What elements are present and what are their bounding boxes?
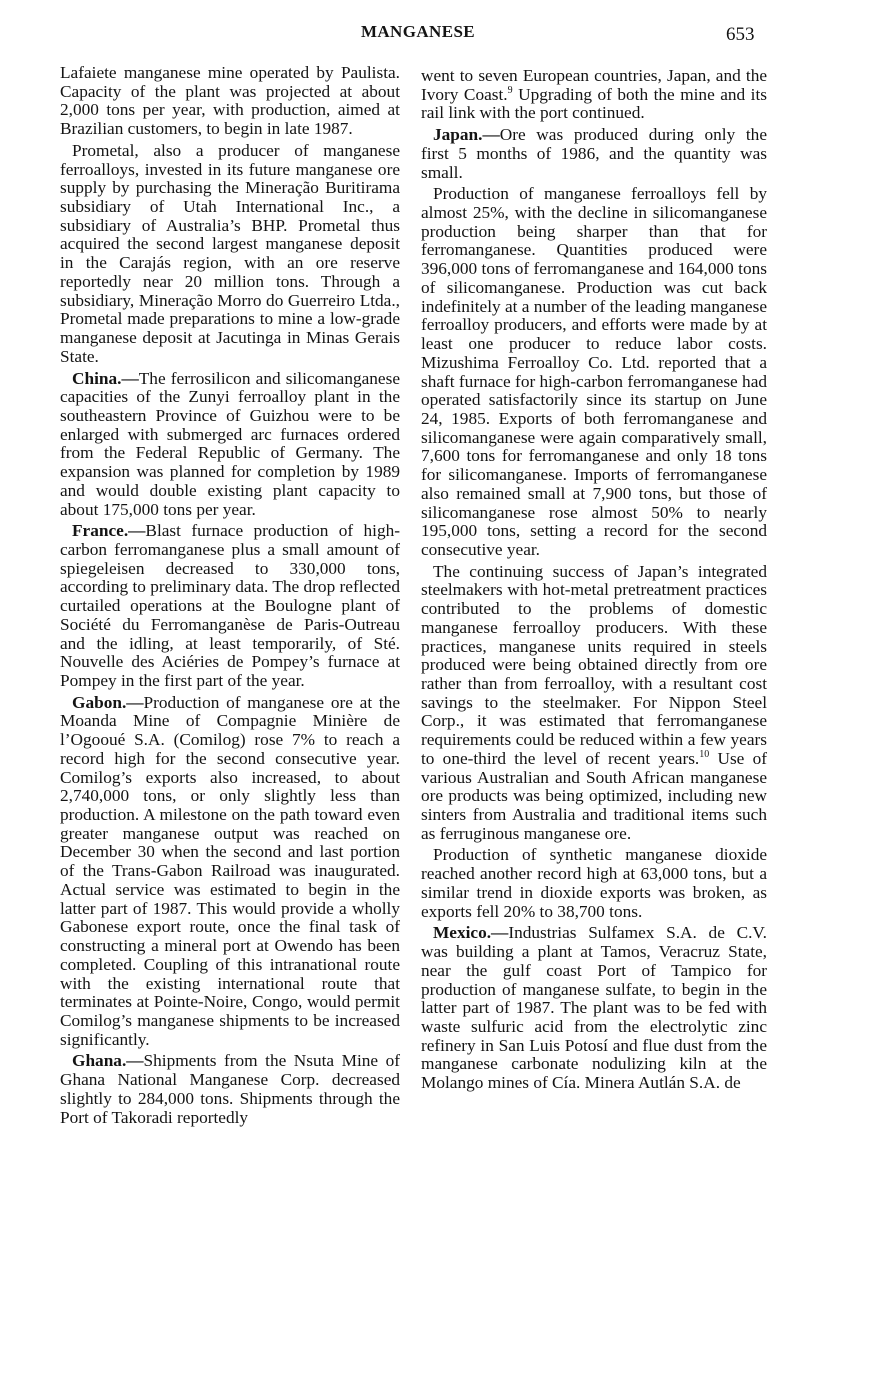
paragraph (60, 64, 400, 139)
paragraph-text: Production of manganese ore at the Moanda Mine of Compagnie Minière de l’Ogooué S.A. (Comilog) rose 7% to reach a record high for the second consecutive year. Comilog’s exports also increased, to about 2,740,000 tons, or only slightly less than production. A milestone on the path toward even greater manganese output was reached on December 30 when the second and last portion of the Trans-Gabon Railroad was inaugurated. Actual service was estimated to begin in the latter part of 1987. This would provide a wholly Gabonese export route, once the final task of constructing a mineral port at Owendo has been completed. Coupling of this intranational route with the existing international route that terminates at Pointe-Noire, Congo, would permit Comilog’s manganese shipments to be increased significantly. (60, 692, 400, 1049)
paragraph-text: The continuing success of Japan’s integrated steelmakers with hot-metal pretreatment practices contributed to the problems of domestic manganese ferroalloy producers. With these practices, manganese units required in steels produced were being obtained directly from ore rather than from ferroalloy, with a resultant cost savings to the steelmaker. For Nippon Steel Corp., it was estimated that ferromanganese requirements could be reduced within a few years to one-third the level of recent years. (421, 561, 767, 768)
paragraph (421, 846, 767, 921)
paragraph (421, 67, 767, 123)
paragraph-text: Lafaiete manganese mine operated by Paulista. Capacity of the plant was projected at about 2,000 tons per year, with production, aimed at Brazilian customers, to begin in late 1987. (60, 63, 400, 139)
paragraph-text: Blast furnace production of high-carbon ferromanganese plus a small amount of spiegeleisen decreased to 330,000 tons, according to preliminary data. The drop reflected curtailed operations at the Boulogne plant of Société du Ferromanganèse de Paris-Outreau and the idling, at least temporarily, of Sté. Nouvelle des Aciéries de Pompey’s furnace at Pompey in the first part of the year. (60, 521, 400, 690)
paragraph-text: Ore was produced during only the first 5 months of 1986, and the quantity was small. (421, 125, 767, 182)
paragraph (421, 185, 767, 559)
footnote-reference: 9 (507, 84, 513, 96)
paragraph-text: Production of synthetic manganese dioxide reached another record high at 63,000 tons, but a similar trend in dioxide exports was broken, as exports fell 20% to 38,700 tons. (421, 845, 767, 921)
paragraph (421, 924, 767, 1092)
paragraph-text: Shipments from the Nsuta Mine of Ghana National Manganese Corp. decreased slightly to 284,000 tons. Shipments through the Port of Takoradi reportedly (60, 1051, 400, 1127)
section-heading-mexico: Mexico.— (433, 923, 509, 943)
section-heading-france: France.— (72, 521, 146, 541)
right-column (421, 67, 767, 1093)
paragraph-text: went to seven European countries, Japan, and the Ivory Coast. (421, 66, 767, 104)
running-header-title: MANGANESE (360, 22, 476, 41)
page-number: 653 (726, 24, 755, 45)
paragraph-text: Upgrading of both the mine and its rail link with the port continued. (421, 84, 768, 123)
paragraph (60, 694, 400, 1050)
paragraph (421, 126, 767, 182)
section-heading-gabon: Gabon.— (72, 692, 144, 712)
section-heading-japan: Japan.— (433, 125, 500, 145)
paragraph (60, 522, 400, 690)
footnote-reference: 10 (699, 749, 710, 761)
paragraph-text: Production of manganese ferroalloys fell by almost 25%, with the decline in silicomanganese production being sharper than that for ferromanganese. Quantities produced were 396,000 tons of ferromanganese and 164,000 tons of silicomanganese. Production was cut back indefinitely at a number of the leading manganese ferroalloy producers, and efforts were made by at least one producer to reduce labor costs. Mizushima Ferroalloy Co. Ltd. reported that a shaft furnace for high-carbon ferromanganese had operated satisfactorily since its startup on June 24, 1985. Exports of both ferromanganese and silicomanganese were again comparatively small, 7,600 tons for ferromanganese and only 18 tons for silicomanganese. Imports of ferromanganese also remained small at 7,900 tons, but those of silicomanganese rose almost 50% to nearly 195,000 tons, setting a record for the second consecutive year. (421, 184, 767, 559)
paragraph (421, 563, 767, 844)
paragraph-text: The ferrosilicon and silicomanganese capacities of the Zunyi ferroalloy plant in the southeastern Province of Guizhou were to be enlarged with submerged arc furnaces ordered from the Federal Republic of Germany. The expansion was planned for completion by 1989 and would double existing plant capacity to about 175,000 tons per year. (60, 368, 400, 519)
paragraph-text: Use of various Australian and South African manganese ore products was being optimized, including new sinters from Australia and traditional items such as ferruginous manganese ore. (421, 748, 767, 843)
paragraph (60, 142, 400, 367)
section-heading-china: China.— (72, 368, 139, 388)
paragraph (60, 1052, 400, 1127)
paragraph (60, 370, 400, 520)
paragraph-text: Industrias Sulfamex S.A. de C.V. was building a plant at Tamos, Veracruz State, near the gulf coast Port of Tampico for production of manganese sulfate, to begin in the latter part of 1987. The plant was to be fed with waste sulfuric acid from the electrolytic zinc refinery in San Luis Potosí and flue dust from the manganese carbonate nodulizing kiln at the Molango mines of Cía. Minera Autlán S.A. de (421, 923, 767, 1093)
section-heading-ghana: Ghana.— (72, 1051, 144, 1071)
paragraph-text: Prometal, also a producer of manganese ferroalloys, invested in its future manganese ore supply by purchasing the Mineração Buritirama subsidiary of Utah International Inc., a subsidiary of Australia’s BHP. Prometal thus acquired the second largest manganese deposit in the Carajás region, with an ore reserve reportedly near 20 million tons. Through a subsidiary, Mineração Morro do Guerreiro Ltda., Prometal made preparations to mine a low-grade manganese deposit at Jacutinga in Minas Gerais State. (60, 140, 400, 366)
left-column (60, 64, 400, 1127)
